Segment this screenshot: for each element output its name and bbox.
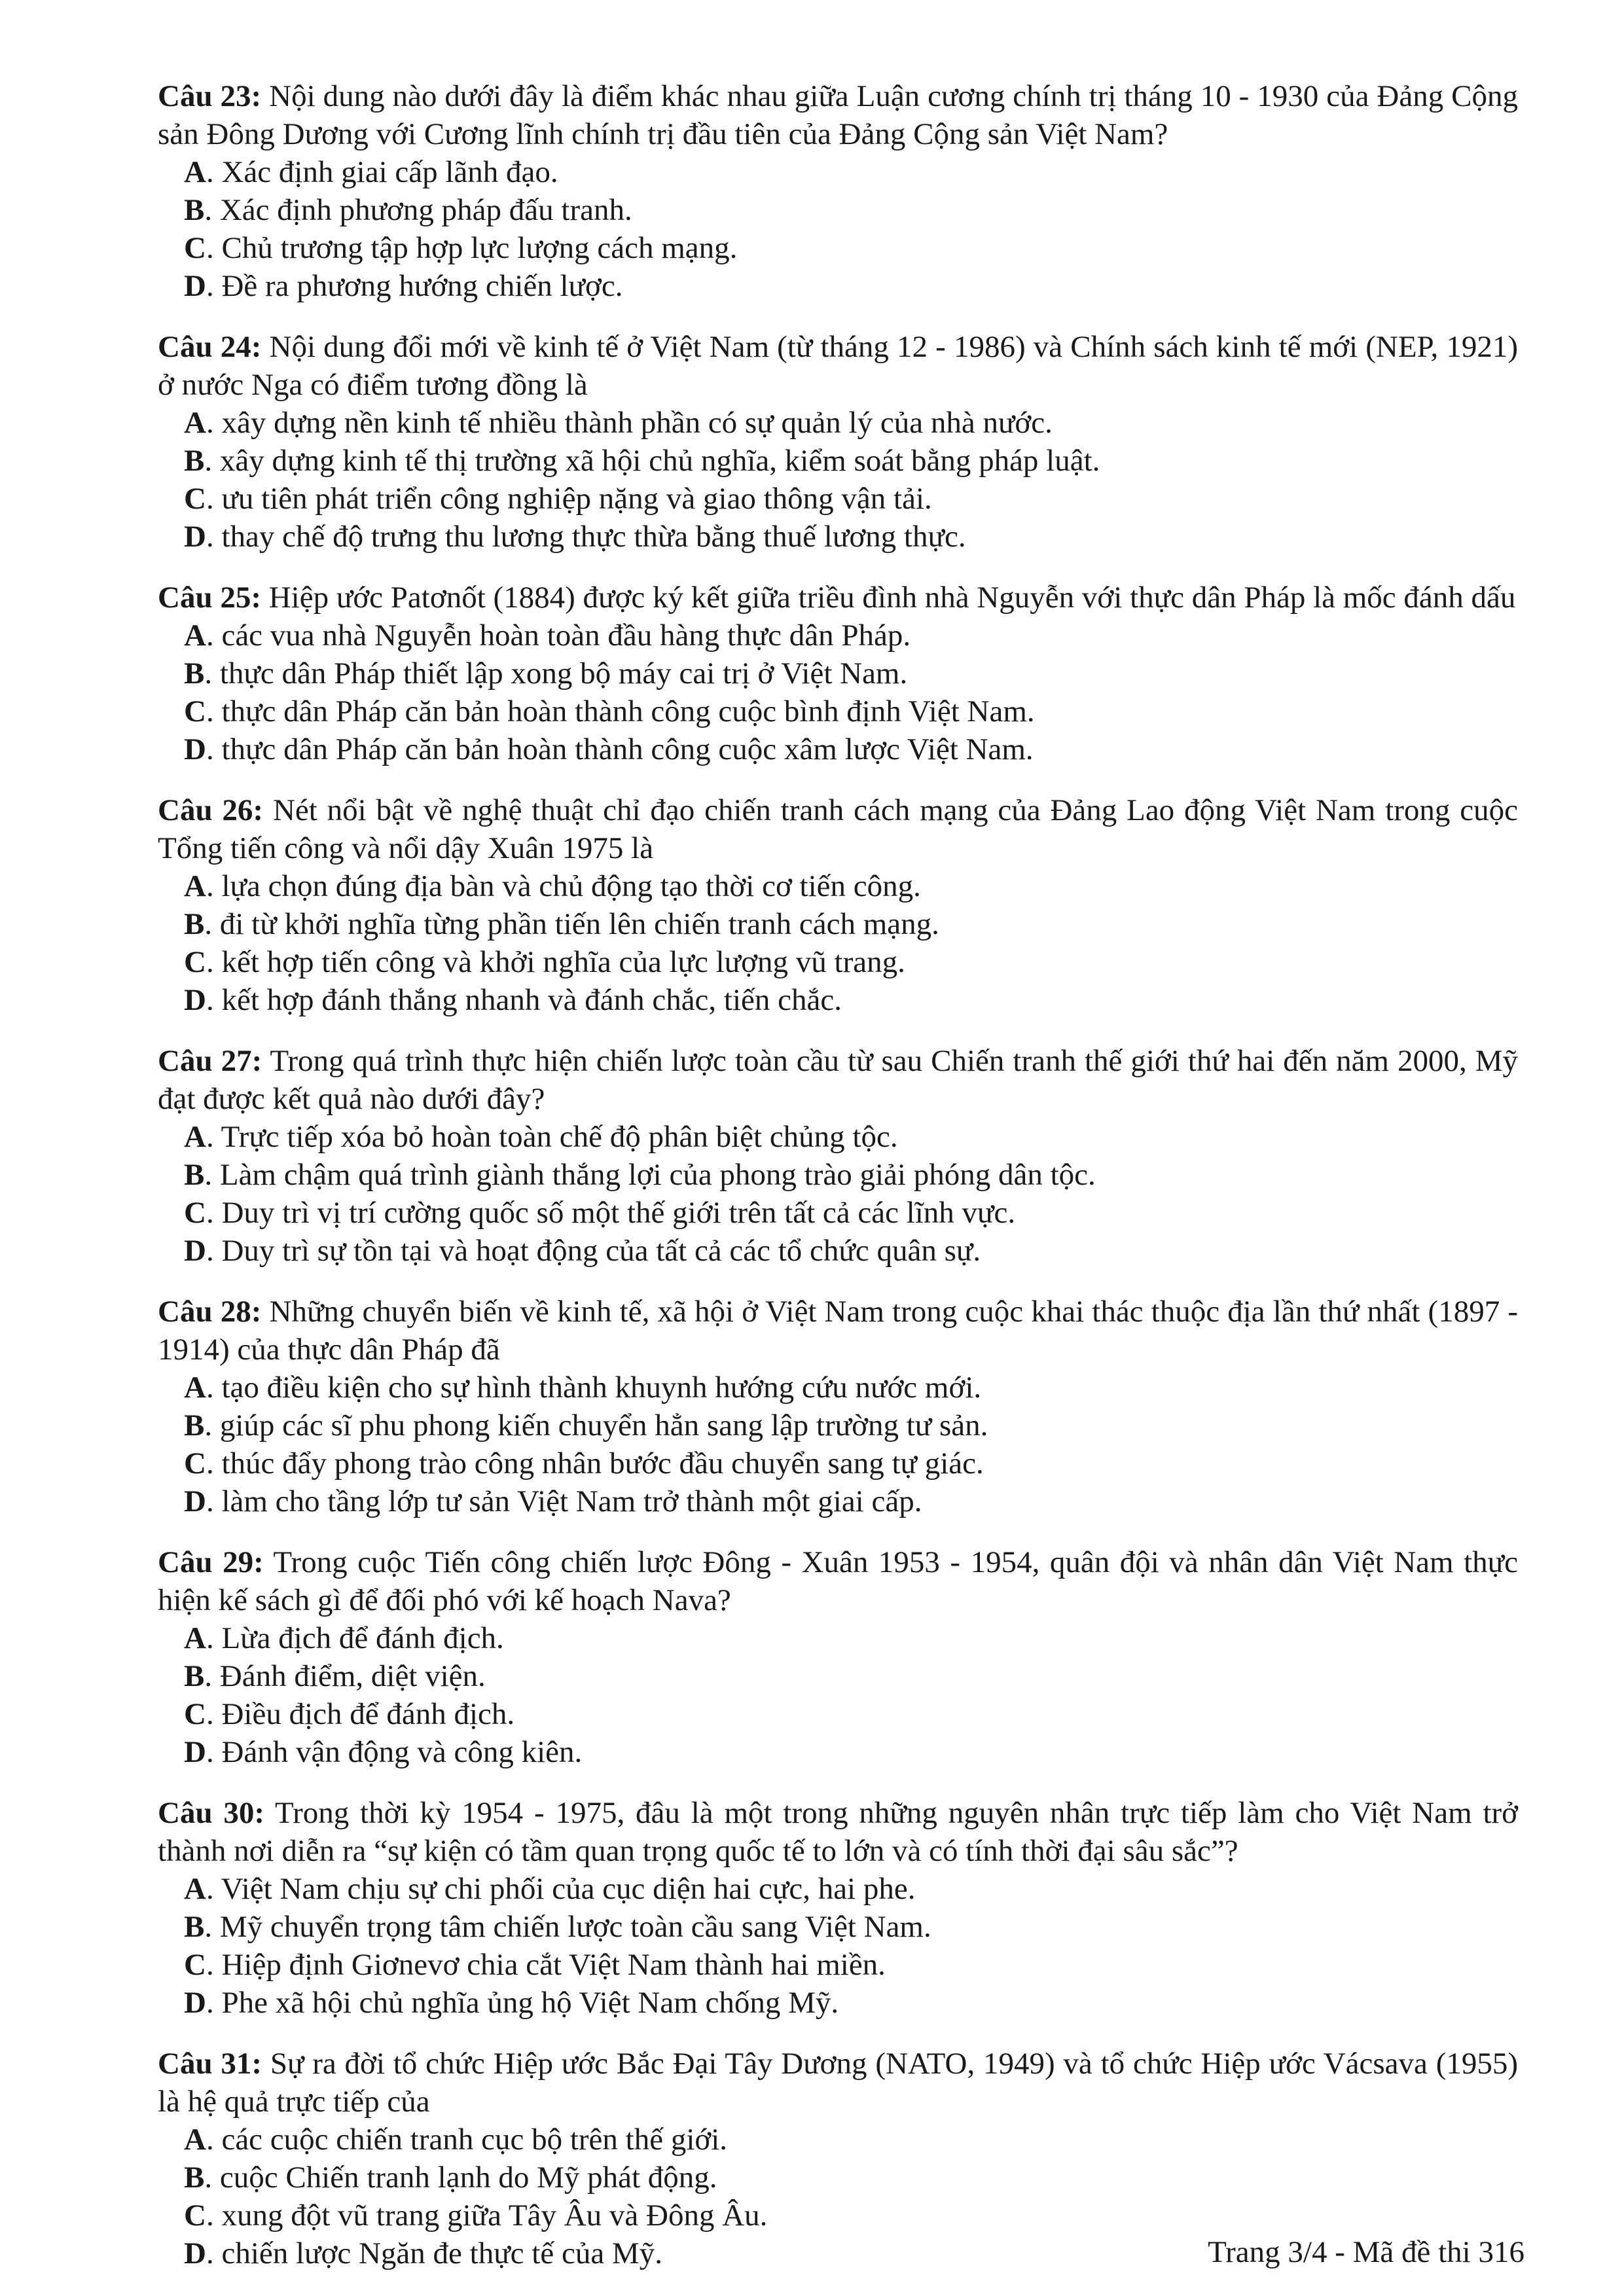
page-footer: Trang 3/4 - Mã đề thi 316: [1208, 2235, 1525, 2269]
question-label: Câu 30:: [158, 1796, 265, 1830]
exam-page: [158, 77, 1518, 2295]
answer-option-c: [184, 692, 1518, 730]
answer-option-d: [184, 730, 1518, 768]
option-text: . đi từ khởi nghĩa từng phần tiến lên chiến tranh cách mạng.: [204, 907, 939, 941]
option-letter: D: [184, 520, 206, 554]
answer-options: [158, 867, 1518, 1019]
option-letter: D: [184, 983, 206, 1017]
question-stem: [158, 328, 1518, 404]
answer-option-b: [184, 191, 865, 229]
question-stem: [158, 2045, 1518, 2121]
option-text: . Trực tiếp xóa bỏ hoàn toàn chế độ phân biệt chủng tộc.: [206, 1120, 898, 1154]
question-label: Câu 24:: [158, 330, 262, 364]
option-text: . Việt Nam chịu sự chi phối của cục diện hai cực, hai phe.: [206, 1872, 916, 1906]
question-text: Nét nổi bật về nghệ thuật chỉ đạo chiến tranh cách mạng của Đảng Lao động Việt Nam trong cuộc Tổng tiến công và nổi dậy Xuân 1975 là: [158, 793, 1518, 865]
option-text: . thúc đẩy phong trào công nhân bước đầu chuyển sang tự giác.: [206, 1446, 984, 1480]
option-text: . Đánh vận động và công kiên.: [206, 1735, 583, 1769]
question-label: Câu 27:: [158, 1044, 262, 1078]
option-text: . Làm chậm quá trình giành thắng lợi của phong trào giải phóng dân tộc.: [204, 1158, 1096, 1192]
question-stem: [158, 1042, 1518, 1118]
option-letter: A: [184, 2123, 206, 2157]
option-text: . thay chế độ trưng thu lương thực thừa bằng thuế lương thực.: [206, 520, 966, 554]
answer-option-d: [184, 1232, 1518, 1270]
answer-option-b: [184, 2159, 865, 2197]
answer-option-a: [184, 617, 1518, 655]
option-text: . Chủ trương tập hợp lực lượng cách mạng.: [206, 231, 738, 265]
answer-option-b: [184, 442, 1518, 480]
question-29: [158, 1543, 1518, 1771]
question-text: Sự ra đời tổ chức Hiệp ước Bắc Đại Tây Dương (NATO, 1949) và tổ chức Hiệp ước Vácsava (1955) là hệ quả trực tiếp của: [158, 2047, 1518, 2119]
option-text: . thực dân Pháp căn bản hoàn thành công cuộc xâm lược Việt Nam.: [206, 732, 1034, 766]
answer-option-a: [184, 1619, 865, 1657]
answer-option-c: [184, 1194, 1518, 1232]
option-text: . Đề ra phương hướng chiến lược.: [206, 269, 623, 303]
answer-option-d: [184, 1984, 1518, 2022]
option-letter: D: [184, 1735, 206, 1769]
option-text: . Duy trì vị trí cường quốc số một thế giới trên tất cả các lĩnh vực.: [206, 1196, 1016, 1230]
question-27: [158, 1042, 1518, 1270]
option-text: . lựa chọn đúng địa bàn và chủ động tạo thời cơ tiến công.: [206, 869, 921, 903]
option-letter: A: [184, 155, 206, 189]
answer-options: [158, 1369, 1518, 1520]
answer-options: [158, 1118, 1518, 1270]
option-letter: D: [184, 1484, 206, 1518]
answer-option-a: [184, 1118, 1518, 1156]
answer-option-b: [184, 655, 1518, 692]
answer-option-a: [184, 2121, 865, 2159]
option-letter: C: [184, 694, 206, 728]
question-label: Câu 31:: [158, 2047, 262, 2081]
option-text: . xây dựng kinh tế thị trường xã hội chủ nghĩa, kiểm soát bằng pháp luật.: [204, 444, 1100, 478]
answer-option-c: [184, 2197, 865, 2234]
answer-option-a: [184, 1369, 1518, 1407]
option-text: . xây dựng nền kinh tế nhiều thành phần có sự quản lý của nhà nước.: [206, 406, 1053, 440]
option-letter: A: [184, 619, 206, 653]
answer-option-c: [184, 480, 1518, 518]
answer-option-d: [184, 267, 865, 305]
option-letter: B: [184, 444, 205, 478]
question-text: Nội dung nào dưới đây là điểm khác nhau giữa Luận cương chính trị tháng 10 - 1930 của Đảng Cộng sản Đông Dương với Cương lĩnh chính trị đầu tiên của Đảng Cộng sản Việt Nam?: [158, 79, 1518, 151]
option-text: . xung đột vũ trang giữa Tây Âu và Đông Âu.: [206, 2198, 768, 2233]
answer-option-c: [184, 1695, 865, 1733]
option-text: . Hiệp định Giơnevơ chia cắt Việt Nam thành hai miền.: [206, 1948, 886, 1982]
question-label: Câu 28:: [158, 1295, 262, 1329]
answer-option-a: [184, 1870, 1518, 1908]
question-text: Những chuyển biến về kinh tế, xã hội ở Việt Nam trong cuộc khai thác thuộc địa lần thứ nhất (1897 - 1914) của thực dân Pháp đã: [158, 1295, 1518, 1367]
option-letter: A: [184, 406, 206, 440]
option-text: . Xác định giai cấp lãnh đạo.: [206, 155, 558, 189]
option-letter: C: [184, 945, 206, 979]
option-text: . ưu tiên phát triển công nghiệp nặng và giao thông vận tải.: [206, 482, 932, 516]
answer-option-b: [184, 905, 1518, 943]
option-letter: C: [184, 1697, 206, 1731]
question-label: Câu 26:: [158, 793, 264, 827]
answer-option-d: [184, 981, 1518, 1019]
option-letter: A: [184, 1872, 206, 1906]
option-letter: C: [184, 1948, 206, 1982]
answer-option-b: [184, 1156, 1518, 1194]
question-stem: [158, 77, 1518, 153]
answer-option-b: [184, 1407, 1518, 1444]
option-text: . cuộc Chiến tranh lạnh do Mỹ phát động.: [204, 2161, 717, 2195]
answer-option-b: [184, 1657, 865, 1695]
option-letter: B: [184, 1408, 205, 1443]
question-label: Câu 23:: [158, 79, 262, 113]
answer-option-b: [184, 1908, 1518, 1946]
answer-options: [158, 404, 1518, 556]
answer-option-c: [184, 1444, 1518, 1482]
option-text: . Lừa địch để đánh địch.: [206, 1621, 504, 1655]
option-letter: A: [184, 1371, 206, 1405]
option-letter: B: [184, 1659, 205, 1693]
option-letter: B: [184, 907, 205, 941]
question-text: Trong cuộc Tiến công chiến lược Đông - Xuân 1953 - 1954, quân đội và nhân dân Việt Nam thực hiện kế sách gì để đối phó với kế hoạch Nava?: [158, 1545, 1518, 1617]
option-text: . Phe xã hội chủ nghĩa ủng hộ Việt Nam chống Mỹ.: [206, 1986, 839, 2020]
option-letter: D: [184, 732, 206, 766]
answer-options: [158, 617, 1518, 768]
option-text: . Xác định phương pháp đấu tranh.: [204, 193, 632, 227]
question-26: [158, 791, 1518, 1019]
option-letter: A: [184, 1621, 206, 1655]
option-text: . Duy trì sự tồn tại và hoạt động của tất cả các tổ chức quân sự.: [206, 1234, 981, 1268]
question-stem: [158, 791, 1518, 867]
option-letter: C: [184, 2198, 206, 2233]
answer-option-c: [184, 1946, 1518, 1984]
option-letter: B: [184, 2161, 205, 2195]
option-text: . tạo điều kiện cho sự hình thành khuynh hướng cứu nước mới.: [206, 1371, 982, 1405]
question-label: Câu 29:: [158, 1545, 264, 1579]
question-stem: [158, 1543, 1518, 1619]
answer-option-a: [184, 153, 865, 191]
option-letter: D: [184, 1234, 206, 1268]
question-25: [158, 579, 1518, 768]
answer-option-d: [184, 1733, 865, 1771]
option-letter: B: [184, 1910, 205, 1944]
option-text: . giúp các sĩ phu phong kiến chuyển hẳn sang lập trường tư sản.: [204, 1408, 988, 1443]
option-text: . kết hợp đánh thắng nhanh và đánh chắc, tiến chắc.: [206, 983, 842, 1017]
answer-option-c: [184, 229, 865, 267]
answer-options: [158, 1870, 1518, 2022]
answer-option-a: [184, 404, 1518, 442]
option-letter: C: [184, 231, 206, 265]
question-text: Nội dung đổi mới về kinh tế ở Việt Nam (từ tháng 12 - 1986) và Chính sách kinh tế mới (NEP, 1921) ở nước Nga có điểm tương đồng là: [158, 330, 1519, 402]
answer-option-d: [184, 2234, 865, 2272]
answer-options: [158, 153, 1518, 305]
option-letter: C: [184, 482, 206, 516]
option-letter: C: [184, 1446, 206, 1480]
question-30: [158, 1794, 1518, 2022]
question-text: Trong thời kỳ 1954 - 1975, đâu là một trong những nguyên nhân trực tiếp làm cho Việt Nam trở thành nơi diễn ra “sự kiện có tầm quan trọng quốc tế to lớn và có tính thời đại sâu sắc”?: [158, 1796, 1519, 1868]
option-text: . Đánh điểm, diệt viện.: [204, 1659, 486, 1693]
option-text: . các cuộc chiến tranh cục bộ trên thế giới.: [206, 2123, 728, 2157]
option-letter: D: [184, 269, 206, 303]
answer-option-d: [184, 1482, 1518, 1520]
option-letter: B: [184, 193, 205, 227]
question-stem: [158, 1794, 1518, 1870]
question-label: Câu 25:: [158, 581, 261, 615]
option-letter: A: [184, 1120, 206, 1154]
question-24: [158, 328, 1518, 556]
question-stem: [158, 579, 1518, 617]
option-letter: B: [184, 656, 205, 691]
option-letter: C: [184, 1196, 206, 1230]
answer-option-c: [184, 943, 1518, 981]
option-text: . kết hợp tiến công và khởi nghĩa của lực lượng vũ trang.: [206, 945, 905, 979]
option-letter: B: [184, 1158, 205, 1192]
question-stem: [158, 1293, 1518, 1369]
question-23: [158, 77, 1518, 305]
answer-options: [158, 1619, 1518, 1771]
option-text: . làm cho tầng lớp tư sản Việt Nam trở thành một giai cấp.: [206, 1484, 922, 1518]
answer-option-d: [184, 518, 1518, 556]
option-letter: A: [184, 869, 206, 903]
answer-option-a: [184, 867, 1518, 905]
option-letter: D: [184, 2236, 206, 2270]
question-28: [158, 1293, 1518, 1520]
option-text: . chiến lược Ngăn đe thực tế của Mỹ.: [206, 2236, 662, 2270]
question-text: Trong quá trình thực hiện chiến lược toàn cầu từ sau Chiến tranh thế giới thứ hai đến năm 2000, Mỹ đạt được kết quả nào dưới đây?: [158, 1044, 1518, 1116]
option-letter: D: [184, 1986, 206, 2020]
question-text: Hiệp ước Patơnốt (1884) được ký kết giữa triều đình nhà Nguyễn với thực dân Pháp là mốc đánh dấu: [261, 581, 1516, 615]
option-text: . các vua nhà Nguyễn hoàn toàn đầu hàng thực dân Pháp.: [206, 619, 911, 653]
option-text: . thực dân Pháp thiết lập xong bộ máy cai trị ở Việt Nam.: [204, 656, 908, 691]
option-text: . Điều địch để đánh địch.: [206, 1697, 515, 1731]
option-text: . Mỹ chuyển trọng tâm chiến lược toàn cầu sang Việt Nam.: [204, 1910, 931, 1944]
option-text: . thực dân Pháp căn bản hoàn thành công cuộc bình định Việt Nam.: [206, 694, 1035, 728]
